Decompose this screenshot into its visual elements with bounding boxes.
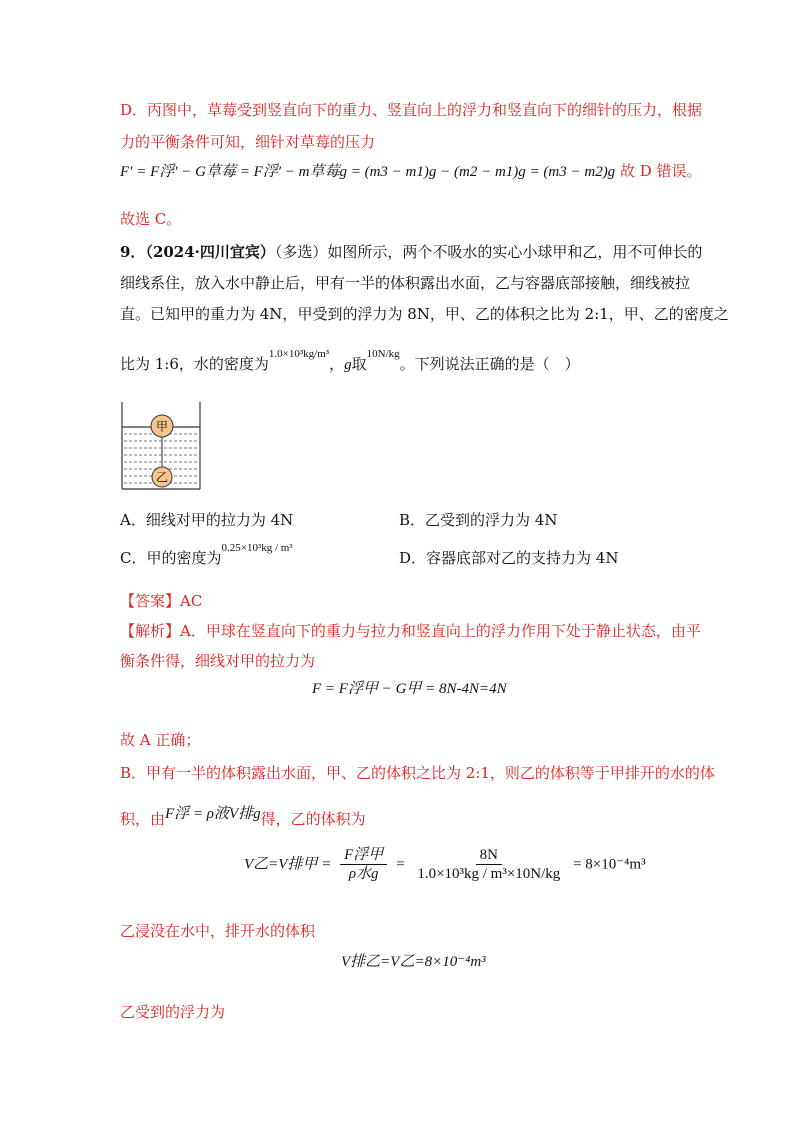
part-d-line2: 力的平衡条件可知，细针对草莓的压力 [120,133,376,151]
g-symbol: g [344,357,352,373]
option-c-value: 0.25×10³kg / m³ [221,542,293,554]
analysis-b-volume-formula: V乙=V排甲 = $\frac{\text{F浮甲}}{\text{ρ水g}}$ = $\frac{8N}{\text{1.0×10³kg / m³×10N/kg}}$ = 8×10⁻⁴m³ [244,847,646,882]
analysis-a-line1 [120,620,701,641]
ball-yi-label: 乙 [155,470,169,485]
analysis-b-formula2-text: V排乙=V乙=8×10⁻⁴m³ [341,954,486,970]
analysis-b-lhs: V乙=V排甲 = [244,856,332,873]
part-d-line1: D．丙图中，草莓受到竖直向下的重力、竖直向上的浮力和竖直向下的细针的压力，根据 [120,101,703,119]
answer-value: AC [180,592,203,610]
analysis-b-frac1-den: ρ水g [348,866,379,882]
question-line3: 直。已知甲的重力为 4N，甲受到的浮力为 8N，甲、乙的体积之比为 2:1，甲、乙的密度之 [120,305,729,323]
analysis-b-line4: 乙受到的浮力为 [120,1003,226,1021]
option-a: A．细线对甲的拉力为 4N [120,511,294,529]
question-source: （2024·四川宜宾） [145,243,275,261]
analysis-b-frac2-den: 1.0×10³kg / m³×10N/kg [417,866,561,882]
question-line1 [120,241,702,262]
ball-jia-label: 甲 [155,419,169,434]
analysis-b-text2a: 积，由 [120,810,166,828]
question-text-4a: 比为 1:6，水的密度为 [120,355,269,373]
analysis-b-line1: B．甲有一半的体积露出水面，甲、乙的体积之比为 2:1，则乙的体积等于甲排开的水的体 [120,764,715,782]
part-d-formula: F′ = F浮′ − G草莓 = F浮′ − m草莓g = (m3 − m1)g − (m2 − m1)g = (m3 − m2)g [120,164,616,180]
analysis-b-formula2 [341,950,486,971]
question-line2: 细线系住，放入水中静止后，甲有一半的体积露出水面，乙与容器底部接触，细线被拉 [120,274,691,292]
container-figure [118,398,204,494]
question-line4 [120,348,580,374]
analysis-a-line2: 衡条件得，细线对甲的拉力为 [120,652,316,670]
question-number: 9． [120,243,146,261]
analysis-b-frac1 [340,847,387,882]
analysis-b-text2b: 得，乙的体积为 [260,810,366,828]
question-text-4c: 取 [351,355,367,373]
analysis-b-line2 [120,808,366,829]
analysis-a-text1: A．甲球在竖直向下的重力与拉力和竖直向上的浮力作用下处于静止状态，由平 [180,622,701,640]
g-value: 10N/kg [366,348,400,360]
analysis-tag: 【解析】 [120,622,181,640]
analysis-b-frac2 [413,847,564,882]
part-d-tail: 故 D 错误。 [619,162,702,180]
water-density: 1.0×10³kg/m³ [268,348,330,360]
analysis-a-formula-text: F = F浮甲 − G甲 = 8N-4N=4N [312,681,507,697]
analysis-a-conclusion: 故 A 正确； [120,731,201,749]
question-text-4b: ， [329,355,345,373]
question-text-4d: 。下列说法正确的是（ ） [399,355,580,373]
option-c-prefix: C．甲的密度为 [120,549,222,567]
analysis-b-inline-formula: F浮 = ρ液V排g [165,806,261,822]
option-b: B．乙受到的浮力为 4N [399,511,558,529]
analysis-a-formula [312,677,507,698]
option-d: D．容器底部对乙的支持力为 4N [399,549,619,567]
answer-tag: 【答案】 [120,592,181,610]
conclusion: 故选 C。 [120,210,182,228]
answer-row [120,590,202,611]
analysis-b-result: = 8×10⁻⁴m³ [573,856,646,873]
option-c [120,542,293,568]
analysis-b-frac1-num: F浮甲 [340,847,387,865]
analysis-b-line3: 乙浸没在水中，排开水的体积 [120,922,316,940]
question-text-1: （多选）如图所示，两个不吸水的实心小球甲和乙，用不可伸长的 [274,243,703,261]
part-d-formula-row [120,160,702,181]
analysis-b-frac2-num: 8N [476,847,502,865]
